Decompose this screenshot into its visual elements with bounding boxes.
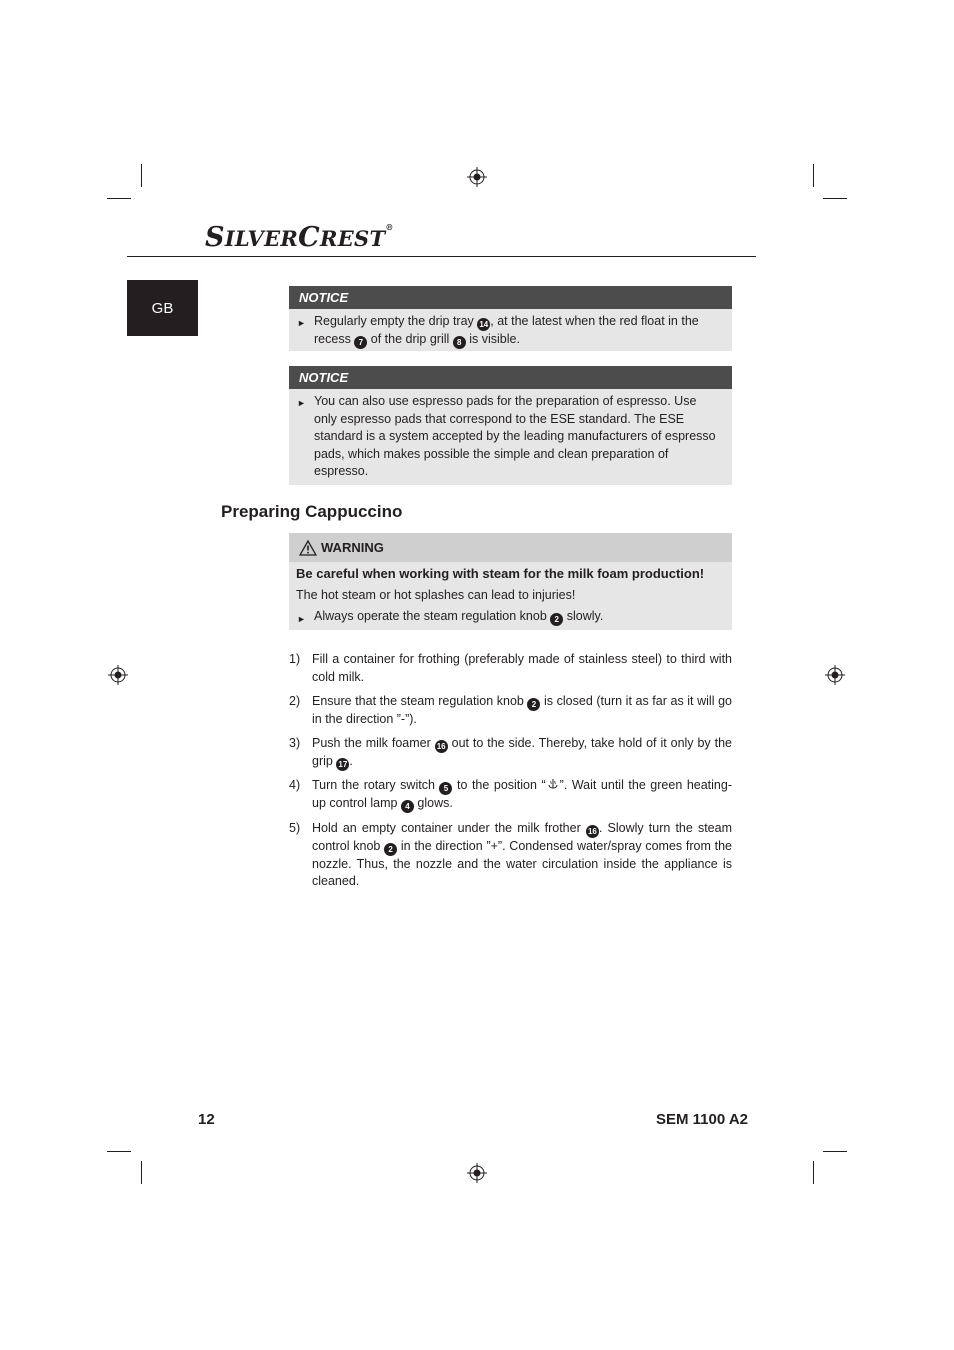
warning-text: The hot steam or hot splashes can lead to injuries!: [296, 588, 576, 602]
list-item: 5) Hold an empty container under the milk frother 16 . Slowly turn the steam control knob 2 in the direction ”+”. Condensed water/spray comes from the nozzle. Thus, the nozzle and the water circulation inside the appliance is cleaned.: [289, 820, 733, 888]
notice-text: ► Regularly empty the drip tray 14 , at the latest when the red float in the recess 7 of the drip grill 8 is visible.: [297, 314, 699, 347]
warning-box: [289, 533, 732, 630]
part-number-badge: 16: [435, 740, 448, 753]
warning-bold-text: Be careful when working with steam for the milk foam production!: [296, 566, 705, 581]
registration-mark-icon: [467, 1163, 487, 1183]
list-item: 1) Fill a container for frothing (preferably made of stainless steel) to third with cold milk.: [289, 652, 732, 684]
steam-symbol-icon: [546, 777, 560, 791]
notice-box: [289, 286, 732, 351]
notice-text: ► You can also use espresso pads for the preparation of espresso. Use only espresso pads that correspond to the ESE standard. The ESE standard is a system accepted by the leading manufacturers of espresso pads, which makes possible the simple and clean preparation of espresso.: [297, 394, 716, 478]
registration-mark-icon: [467, 167, 487, 187]
warning-bullet: ► Always operate the steam regulation knob 2 slowly.: [289, 604, 732, 630]
notice-title: NOTICE: [289, 286, 732, 309]
crop-mark: [107, 1151, 131, 1152]
page-number: 12: [198, 1111, 215, 1128]
model-name: SEM 1100 A2: [656, 1111, 748, 1128]
crop-mark: [813, 164, 814, 187]
part-number-badge: 4: [401, 800, 414, 813]
registration-mark-icon: [108, 665, 128, 685]
part-number-badge: 2: [550, 613, 563, 626]
part-number-badge: 5: [439, 782, 452, 795]
crop-mark: [107, 198, 131, 199]
bullet-arrow-icon: ►: [297, 398, 306, 408]
crop-mark: [823, 1151, 847, 1152]
list-item: 3) Push the milk foamer 16 out to the side. Thereby, take hold of it only by the grip 17 .: [289, 735, 732, 769]
notice-box: [289, 366, 732, 485]
warning-triangle-icon: [299, 540, 317, 556]
part-number-badge: 2: [384, 843, 397, 856]
part-number-badge: 17: [336, 758, 349, 771]
crop-mark: [823, 198, 847, 199]
notice-title: NOTICE: [289, 366, 732, 389]
brand-logo: SILVERCREST®: [205, 222, 394, 253]
warning-header: [289, 533, 732, 562]
part-number-badge: 8: [453, 336, 466, 349]
part-number-badge: 16: [586, 825, 599, 838]
warning-title: WARNING: [321, 539, 384, 555]
list-item: 2) Ensure that the steam regulation knob 2 is closed (turn it as far as it will go in the direction ”-”).: [289, 693, 732, 726]
bullet-arrow-icon: ►: [297, 318, 306, 328]
section-title: Preparing Cappuccino: [221, 502, 403, 521]
crop-mark: [813, 1161, 814, 1184]
registration-mark-icon: [825, 665, 845, 685]
crop-mark: [141, 164, 142, 187]
crop-mark: [141, 1161, 142, 1184]
header-rule: [127, 256, 756, 257]
steps-list: [289, 651, 732, 897]
part-number-badge: 2: [527, 698, 540, 711]
part-number-badge: 14: [477, 318, 490, 331]
list-item: 4) Turn the rotary switch 5 to the position “ ”. Wait until the green heating-up control lamp 4 glows.: [289, 778, 732, 811]
part-number-badge: 7: [354, 336, 367, 349]
language-tab: GB: [127, 280, 198, 336]
bullet-arrow-icon: ►: [297, 614, 306, 624]
